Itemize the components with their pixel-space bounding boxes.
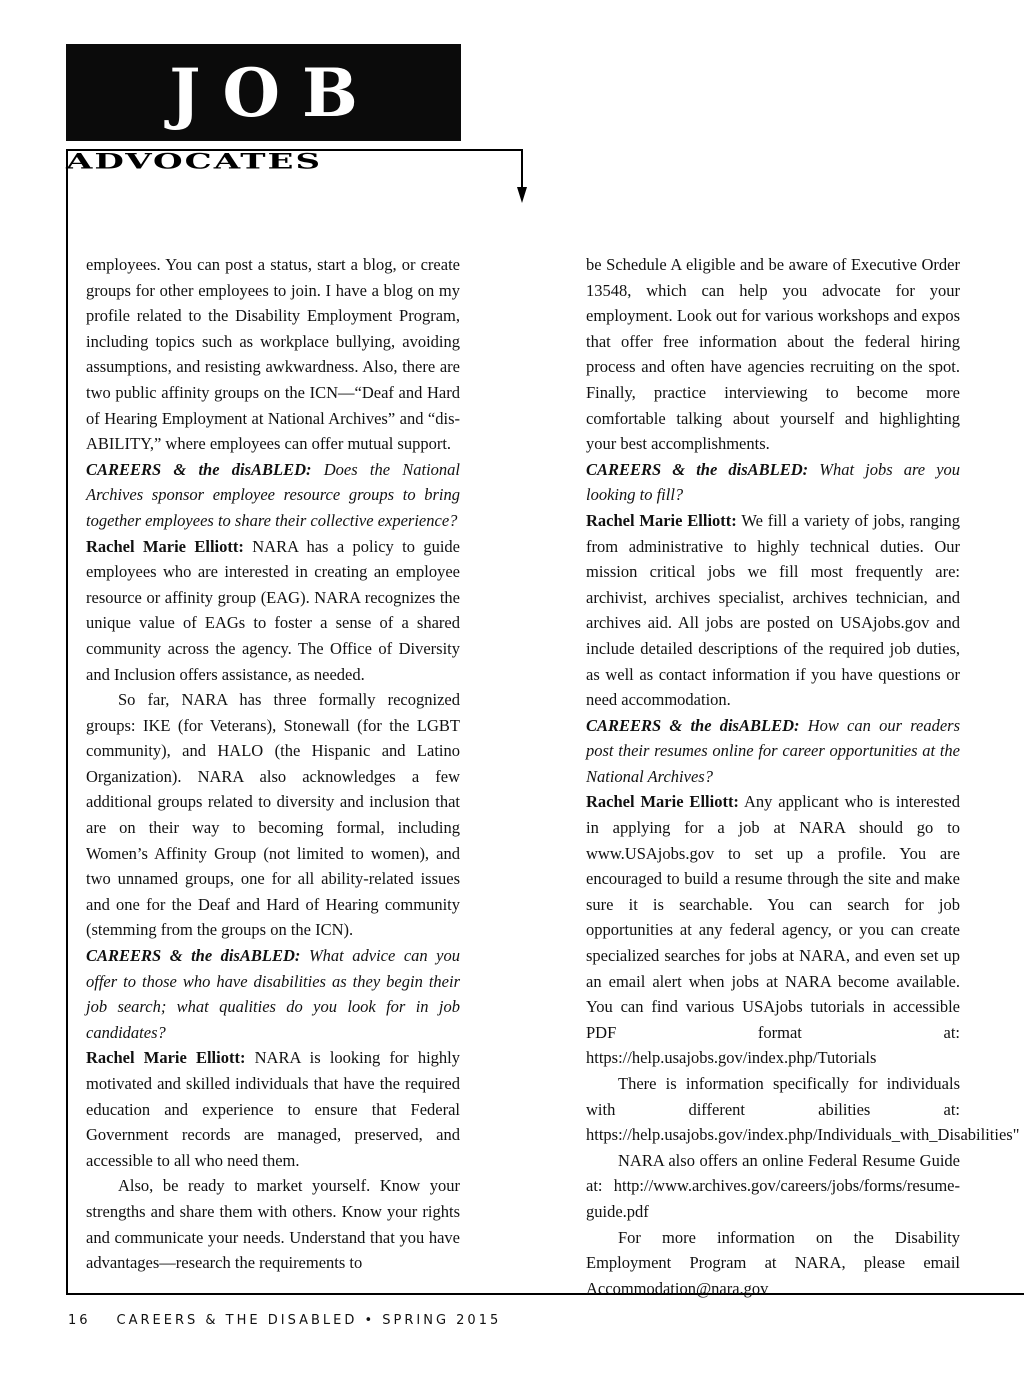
- answer-text: NARA is looking for highly motivated and skilled individuals that have the required education and experience to ensure that Federal Government records are managed, preserved, and accessible to all who need them.: [86, 1048, 460, 1170]
- answer-speaker: Rachel Marie Elliott:: [86, 536, 244, 556]
- body-paragraph: For more information on the Disability Employment Program at NARA, please email Accommodation@nara.gov: [586, 1227, 960, 1298]
- interview-answer: [86, 1045, 460, 1173]
- publication-line: CAREERS & THE DISABLED • SPRING 2015: [116, 1313, 502, 1328]
- answer-text: We fill a variety of jobs, ranging from administrative to highly technical duties. Our mission critical jobs we fill most frequently are: archivist, archives specialist, archives technician, and archives aid. All jobs are posted on USAjobs.gov and include detailed descriptions of the required job duties, as well as contact information if you have questions or need accommodation.: [586, 510, 961, 710]
- article-column-right: [586, 252, 1020, 1301]
- question-speaker: CAREERS & the disABLED:: [586, 459, 809, 479]
- question-text: What advice can you offer to those who have disabilities as they begin their job search; what qualities do you look for in job candidates?: [86, 946, 461, 1042]
- interview-question: [586, 457, 960, 508]
- answer-speaker: Rachel Marie Elliott:: [86, 1048, 246, 1068]
- question-speaker: CAREERS & the disABLED:: [586, 715, 800, 735]
- question-text: What jobs are you looking to fill?: [586, 459, 961, 505]
- answer-speaker: Rachel Marie Elliott:: [586, 510, 737, 530]
- down-arrow-icon: [510, 149, 534, 203]
- interview-answer: [86, 534, 460, 688]
- body-paragraph: Also, be ready to market yourself. Know your strengths and share them with others. Know your rights and communicate your needs. Understand that you have advantages—research the requirements to: [86, 1176, 460, 1273]
- section-title: JOB: [169, 53, 380, 132]
- section-title-block: [66, 44, 461, 141]
- interview-question: [86, 943, 460, 1045]
- interview-question: [586, 713, 960, 790]
- page-footer: [68, 1313, 501, 1328]
- body-paragraph: There is information specifically for individuals with different abilities at: https://help.usajobs.gov/index.php/Individuals_with_Disabilities": [586, 1074, 1020, 1145]
- question-text: How can our readers post their resumes online for career opportunities at the National Archives?: [586, 715, 960, 786]
- page-number: 16: [68, 1313, 91, 1328]
- interview-answer: [586, 789, 960, 1071]
- body-paragraph: NARA also offers an online Federal Resume Guide at: http://www.archives.gov/careers/jobs/forms/resume-guide.pdf: [586, 1150, 960, 1221]
- frame-left-rule: [66, 149, 68, 1295]
- question-speaker: CAREERS & the disABLED:: [86, 459, 312, 479]
- body-paragraph: employees. You can post a status, start a blog, or create groups for other employees to join. I have a blog on my profile related to the Disability Employment Program, including topics such as workplace bullying, avoiding assumptions, and resisting awkwardness. Also, there are two public affinity groups on the ICN—“Deaf and Hard of Hearing Employment at National Archives” and “dis-ABILITY,” where employees can offer mutual support.: [86, 255, 460, 454]
- body-paragraph: So far, NARA has three formally recognized groups: IKE (for Veterans), Stonewall (for the LGBT community), and HALO (the Hispanic and Latino Organization). NARA also acknowledges a few additional groups related to diversity and inclusion that are on their way to becoming formal, including Women’s Affinity Group (not limited to women), and two unnamed groups, one for all ability-related issues and one for the Deaf and Hard of Hearing community (stemming from the groups on the ICN).: [86, 690, 460, 940]
- answer-text: Any applicant who is interested in applying for a job at NARA should go to www.USAjobs.gov to set up a profile. You are encouraged to build a resume through the site and make sure it is searchable. You can search for job opportunities at any federal agency, or you can create specialized searches for jobs at NARA, and even set up an email alert when jobs at NARA become available. You can find various USAjobs tutorials in accessible PDF format at: https://help.usajobs.gov/index.php/Tutorials: [586, 792, 961, 1068]
- article-column-left: [86, 252, 460, 1276]
- interview-question: [86, 457, 460, 534]
- interview-answer: [586, 508, 960, 713]
- answer-speaker: Rachel Marie Elliott:: [586, 792, 739, 812]
- question-speaker: CAREERS & the disABLED:: [86, 946, 301, 966]
- body-paragraph: be Schedule A eligible and be aware of Executive Order 13548, which can help you advocate for your employment. Look out for various workshops and expos that offer free information about the federal hiring process and often have agencies recruiting on the spot. Finally, practice interviewing to become more comfortable talking about yourself and highlighting your best accomplishments.: [586, 255, 960, 454]
- answer-text: NARA has a policy to guide employees who are interested in creating an employee resource or affinity group (EAG). NARA recognizes the unique value of EAGs to foster a sense of a shared community across the agency. The Office of Diversity and Inclusion offers assistance, as needed.: [86, 536, 460, 684]
- question-text: Does the National Archives sponsor employee resource groups to bring together employees to share their collective experience?: [86, 459, 461, 530]
- section-subtitle: ADVOCATES: [66, 149, 323, 174]
